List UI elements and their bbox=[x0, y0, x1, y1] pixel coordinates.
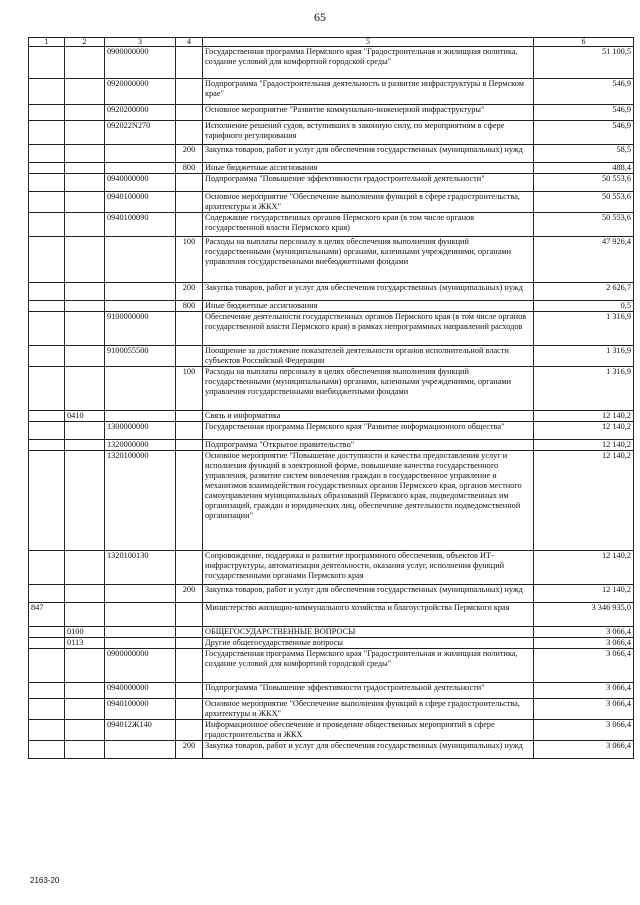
table-row bbox=[29, 411, 634, 422]
table-row bbox=[29, 283, 634, 301]
amount-cell: 47 926,4 bbox=[534, 237, 634, 283]
amount-cell: 12 140,2 bbox=[534, 451, 634, 551]
ministry-code-cell bbox=[29, 105, 65, 121]
amount-cell: 3 066,4 bbox=[534, 627, 634, 638]
amount-cell: 3 066,4 bbox=[534, 741, 634, 759]
description-cell: Подпрограмма "Повышение эффективности градостроительной деятельности" bbox=[203, 174, 534, 192]
description-cell: ОБЩЕГОСУДАРСТВЕННЫЕ ВОПРОСЫ bbox=[203, 627, 534, 638]
ministry-code-cell bbox=[29, 638, 65, 649]
target-article-cell: 1300000000 bbox=[105, 422, 176, 440]
column-header: 2 bbox=[65, 38, 105, 47]
description-cell: Основное мероприятие "Развитие коммунально-инженерной инфраструктуры" bbox=[203, 105, 534, 121]
ministry-code-cell bbox=[29, 163, 65, 174]
expense-type-cell bbox=[176, 451, 203, 551]
table-row bbox=[29, 638, 634, 649]
description-cell: Государственная программа Пермского края "Градостроительная и жилищная политика, создание условий для комфортной городской среды" bbox=[203, 649, 534, 683]
expense-type-cell bbox=[176, 720, 203, 741]
amount-cell: 12 140,2 bbox=[534, 551, 634, 585]
description-cell: Другие общегосударственные вопросы bbox=[203, 638, 534, 649]
amount-cell: 1 316,9 bbox=[534, 312, 634, 346]
target-article-cell: 9100055500 bbox=[105, 346, 176, 367]
amount-cell: 2 626,7 bbox=[534, 283, 634, 301]
section-code-cell bbox=[65, 585, 105, 603]
description-cell: Подпрограмма "Градостроительная деятельность и развитие инфраструктуры в Пермском крае" bbox=[203, 79, 534, 105]
section-code-cell bbox=[65, 47, 105, 79]
ministry-code-cell bbox=[29, 145, 65, 163]
ministry-code-cell bbox=[29, 649, 65, 683]
section-code-cell bbox=[65, 551, 105, 585]
table-row bbox=[29, 649, 634, 683]
section-code-cell bbox=[65, 121, 105, 145]
expense-type-cell bbox=[176, 121, 203, 145]
target-article-cell: 0940000000 bbox=[105, 174, 176, 192]
section-code-cell bbox=[65, 163, 105, 174]
target-article-cell bbox=[105, 163, 176, 174]
description-cell: Содержание государственных органов Пермского края (в том числе органов государственной власти Пермского края) bbox=[203, 213, 534, 237]
expense-type-cell bbox=[176, 683, 203, 699]
expense-type-cell bbox=[176, 47, 203, 79]
table-row bbox=[29, 683, 634, 699]
ministry-code-cell bbox=[29, 683, 65, 699]
target-article-cell: 9100000000 bbox=[105, 312, 176, 346]
ministry-code-cell bbox=[29, 213, 65, 237]
target-article-cell bbox=[105, 411, 176, 422]
amount-cell: 50 553,6 bbox=[534, 213, 634, 237]
target-article-cell: 094012Ж140 bbox=[105, 720, 176, 741]
target-article-cell: 0920000000 bbox=[105, 79, 176, 105]
expense-type-cell bbox=[176, 440, 203, 451]
description-cell: Закупка товаров, работ и услуг для обеспечения государственных (муниципальных) нужд bbox=[203, 585, 534, 603]
target-article-cell bbox=[105, 603, 176, 627]
description-cell: Исполнение решений судов, вступивших в законную силу, по мероприятиям в сфере тарифного регулирования bbox=[203, 121, 534, 145]
description-cell: Закупка товаров, работ и услуг для обеспечения государственных (муниципальных) нужд bbox=[203, 145, 534, 163]
section-code-cell bbox=[65, 192, 105, 213]
table-row bbox=[29, 741, 634, 759]
ministry-code-cell bbox=[29, 174, 65, 192]
ministry-code-cell bbox=[29, 47, 65, 79]
table-row bbox=[29, 312, 634, 346]
amount-cell: 1 316,9 bbox=[534, 367, 634, 411]
target-article-cell: 092022N270 bbox=[105, 121, 176, 145]
target-article-cell: 0900000000 bbox=[105, 649, 176, 683]
table-row bbox=[29, 105, 634, 121]
target-article-cell: 0940100000 bbox=[105, 192, 176, 213]
description-cell: Связь и информатика bbox=[203, 411, 534, 422]
target-article-cell: 0900000000 bbox=[105, 47, 176, 79]
amount-cell: 12 140,2 bbox=[534, 585, 634, 603]
section-code-cell bbox=[65, 683, 105, 699]
target-article-cell: 1320000000 bbox=[105, 440, 176, 451]
amount-cell: 3 066,4 bbox=[534, 699, 634, 720]
expense-type-cell bbox=[176, 192, 203, 213]
amount-cell: 3 066,4 bbox=[534, 720, 634, 741]
expense-type-cell: 200 bbox=[176, 741, 203, 759]
document-code: 2163-20 bbox=[30, 876, 60, 885]
amount-cell: 0,5 bbox=[534, 301, 634, 312]
target-article-cell bbox=[105, 741, 176, 759]
description-cell: Расходы на выплаты персоналу в целях обеспечения выполнения функций государственными (муниципальными) органами, казенными учреждениями, органами управления государственными внебюджетными фондами bbox=[203, 237, 534, 283]
target-article-cell: 0940100090 bbox=[105, 213, 176, 237]
expense-type-cell: 100 bbox=[176, 367, 203, 411]
ministry-code-cell bbox=[29, 367, 65, 411]
expense-type-cell bbox=[176, 627, 203, 638]
section-code-cell bbox=[65, 79, 105, 105]
expense-type-cell: 100 bbox=[176, 237, 203, 283]
ministry-code-cell bbox=[29, 301, 65, 312]
amount-cell: 546,9 bbox=[534, 121, 634, 145]
table-row bbox=[29, 47, 634, 79]
amount-cell: 50 553,6 bbox=[534, 174, 634, 192]
expense-type-cell bbox=[176, 638, 203, 649]
ministry-code-cell bbox=[29, 79, 65, 105]
column-header: 6 bbox=[534, 38, 634, 47]
table-row bbox=[29, 451, 634, 551]
description-cell: Подпрограмма "Повышение эффективности градостроительной деятельности" bbox=[203, 683, 534, 699]
expense-type-cell bbox=[176, 105, 203, 121]
target-article-cell bbox=[105, 638, 176, 649]
ministry-code-cell bbox=[29, 411, 65, 422]
amount-cell: 3 066,4 bbox=[534, 638, 634, 649]
expense-type-cell bbox=[176, 649, 203, 683]
ministry-code-cell bbox=[29, 551, 65, 585]
description-cell: Расходы на выплаты персоналу в целях обеспечения выполнения функций государственными (муниципальными) органами, казенными учреждениями, органами управления государственными внебюджетными фондами bbox=[203, 367, 534, 411]
expense-type-cell: 200 bbox=[176, 283, 203, 301]
description-cell: Основное мероприятие "Обеспечение выполнения функций в сфере градостроительства, архитектуры и ЖКХ" bbox=[203, 699, 534, 720]
expense-type-cell bbox=[176, 346, 203, 367]
amount-cell: 3 066,4 bbox=[534, 683, 634, 699]
amount-cell: 12 140,2 bbox=[534, 411, 634, 422]
column-number-row bbox=[29, 38, 634, 47]
expense-type-cell bbox=[176, 79, 203, 105]
expense-type-cell bbox=[176, 411, 203, 422]
amount-cell: 58,5 bbox=[534, 145, 634, 163]
section-code-cell bbox=[65, 213, 105, 237]
ministry-code-cell bbox=[29, 440, 65, 451]
section-code-cell bbox=[65, 145, 105, 163]
section-code-cell bbox=[65, 699, 105, 720]
section-code-cell bbox=[65, 105, 105, 121]
table-row bbox=[29, 440, 634, 451]
section-code-cell: 0410 bbox=[65, 411, 105, 422]
expense-type-cell bbox=[176, 551, 203, 585]
section-code-cell bbox=[65, 440, 105, 451]
table-row bbox=[29, 213, 634, 237]
table-row bbox=[29, 145, 634, 163]
amount-cell: 546,9 bbox=[534, 105, 634, 121]
section-code-cell bbox=[65, 451, 105, 551]
amount-cell: 12 140,2 bbox=[534, 422, 634, 440]
section-code-cell bbox=[65, 301, 105, 312]
table-row bbox=[29, 699, 634, 720]
section-code-cell bbox=[65, 422, 105, 440]
target-article-cell bbox=[105, 627, 176, 638]
description-cell: Иные бюджетные ассигнования bbox=[203, 301, 534, 312]
amount-cell: 50 553,6 bbox=[534, 192, 634, 213]
amount-cell: 1 316,9 bbox=[534, 346, 634, 367]
expense-type-cell bbox=[176, 213, 203, 237]
target-article-cell bbox=[105, 283, 176, 301]
section-code-cell bbox=[65, 603, 105, 627]
description-cell: Закупка товаров, работ и услуг для обеспечения государственных (муниципальных) нужд bbox=[203, 741, 534, 759]
expense-type-cell bbox=[176, 699, 203, 720]
ministry-code-cell bbox=[29, 192, 65, 213]
section-code-cell bbox=[65, 720, 105, 741]
table-row bbox=[29, 192, 634, 213]
expense-type-cell: 200 bbox=[176, 145, 203, 163]
expense-type-cell bbox=[176, 603, 203, 627]
column-header: 1 bbox=[29, 38, 65, 47]
ministry-code-cell bbox=[29, 720, 65, 741]
ministry-code-cell bbox=[29, 741, 65, 759]
description-cell: Поощрение за достижение показателей деятельности органов исполнительной власти субъектов Российской Федерации bbox=[203, 346, 534, 367]
table-row bbox=[29, 79, 634, 105]
description-cell: Государственная программа Пермского края "Развитие информационного общества" bbox=[203, 422, 534, 440]
table-row bbox=[29, 163, 634, 174]
amount-cell: 488,4 bbox=[534, 163, 634, 174]
target-article-cell: 0940000000 bbox=[105, 683, 176, 699]
description-cell: Основное мероприятие "Повышение доступности и качества предоставления услуг и исполнения функций в электронной форме, повышение качества государственного управления, развитие систем вовлечения граждан в государственное управление и механизмов взаимодействия государственных органов Пермского края, органов местного самоуправления муниципальных образований Пермского края, подведомственных им организаций, граждан и юридических лиц, обеспечение деятельности подведомственной организации" bbox=[203, 451, 534, 551]
table-row bbox=[29, 627, 634, 638]
column-header: 4 bbox=[176, 38, 203, 47]
target-article-cell bbox=[105, 585, 176, 603]
target-article-cell: 1320100130 bbox=[105, 551, 176, 585]
table-row bbox=[29, 367, 634, 411]
expense-type-cell: 800 bbox=[176, 163, 203, 174]
target-article-cell bbox=[105, 237, 176, 283]
amount-cell: 12 140,2 bbox=[534, 440, 634, 451]
amount-cell: 3 346 935,0 bbox=[534, 603, 634, 627]
target-article-cell bbox=[105, 145, 176, 163]
table-row bbox=[29, 237, 634, 283]
section-code-cell bbox=[65, 283, 105, 301]
expense-type-cell: 200 bbox=[176, 585, 203, 603]
section-code-cell bbox=[65, 312, 105, 346]
target-article-cell: 1320100000 bbox=[105, 451, 176, 551]
table-row bbox=[29, 301, 634, 312]
description-cell: Государственная программа Пермского края "Градостроительная и жилищная политика, создание условий для комфортной городской среды" bbox=[203, 47, 534, 79]
ministry-code-cell: 847 bbox=[29, 603, 65, 627]
description-cell: Сопровождение, поддержка и развитие программного обеспечения, объектов ИТ-инфраструктуры, автоматизация деятельности, оказания услуг, исполнения функций государственными органами Пермского края bbox=[203, 551, 534, 585]
section-code-cell bbox=[65, 367, 105, 411]
page-number: 65 bbox=[314, 10, 326, 24]
column-header: 3 bbox=[105, 38, 176, 47]
amount-cell: 3 066,4 bbox=[534, 649, 634, 683]
section-code-cell bbox=[65, 237, 105, 283]
expense-type-cell: 800 bbox=[176, 301, 203, 312]
expense-type-cell bbox=[176, 312, 203, 346]
ministry-code-cell bbox=[29, 312, 65, 346]
table-row bbox=[29, 551, 634, 585]
table-row bbox=[29, 174, 634, 192]
target-article-cell: 0940100000 bbox=[105, 699, 176, 720]
budget-table bbox=[28, 37, 634, 759]
section-code-cell bbox=[65, 174, 105, 192]
ministry-code-cell bbox=[29, 585, 65, 603]
description-cell: Закупка товаров, работ и услуг для обеспечения государственных (муниципальных) нужд bbox=[203, 283, 534, 301]
description-cell: Подпрограмма "Открытое правительство" bbox=[203, 440, 534, 451]
target-article-cell bbox=[105, 301, 176, 312]
target-article-cell bbox=[105, 367, 176, 411]
ministry-code-cell bbox=[29, 121, 65, 145]
table-row bbox=[29, 422, 634, 440]
expense-type-cell bbox=[176, 422, 203, 440]
ministry-code-cell bbox=[29, 283, 65, 301]
section-code-cell bbox=[65, 741, 105, 759]
target-article-cell: 0920200000 bbox=[105, 105, 176, 121]
description-cell: Иные бюджетные ассигнования bbox=[203, 163, 534, 174]
table-row bbox=[29, 603, 634, 627]
table-row bbox=[29, 346, 634, 367]
ministry-code-cell bbox=[29, 451, 65, 551]
ministry-code-cell bbox=[29, 627, 65, 638]
ministry-code-cell bbox=[29, 699, 65, 720]
section-code-cell bbox=[65, 346, 105, 367]
column-header: 5 bbox=[203, 38, 534, 47]
table-row bbox=[29, 720, 634, 741]
amount-cell: 546,9 bbox=[534, 79, 634, 105]
description-cell: Министерство жилищно-коммунального хозяйства и благоустройства Пермского края bbox=[203, 603, 534, 627]
section-code-cell: 0113 bbox=[65, 638, 105, 649]
description-cell: Обеспечение деятельности государственных органов Пермского края (в том числе органов государственной власти Пермского края) в рамках непрограммных направлений расходов bbox=[203, 312, 534, 346]
table-row bbox=[29, 585, 634, 603]
ministry-code-cell bbox=[29, 422, 65, 440]
ministry-code-cell bbox=[29, 346, 65, 367]
description-cell: Основное мероприятие "Обеспечение выполнения функций в сфере градостроительства, архитектуры и ЖКХ" bbox=[203, 192, 534, 213]
expense-type-cell bbox=[176, 174, 203, 192]
ministry-code-cell bbox=[29, 237, 65, 283]
amount-cell: 51 100,5 bbox=[534, 47, 634, 79]
section-code-cell bbox=[65, 649, 105, 683]
section-code-cell: 0100 bbox=[65, 627, 105, 638]
table-row bbox=[29, 121, 634, 145]
description-cell: Информационное обеспечение и проведение общественных мероприятий в сфере градостроительства и ЖКХ bbox=[203, 720, 534, 741]
